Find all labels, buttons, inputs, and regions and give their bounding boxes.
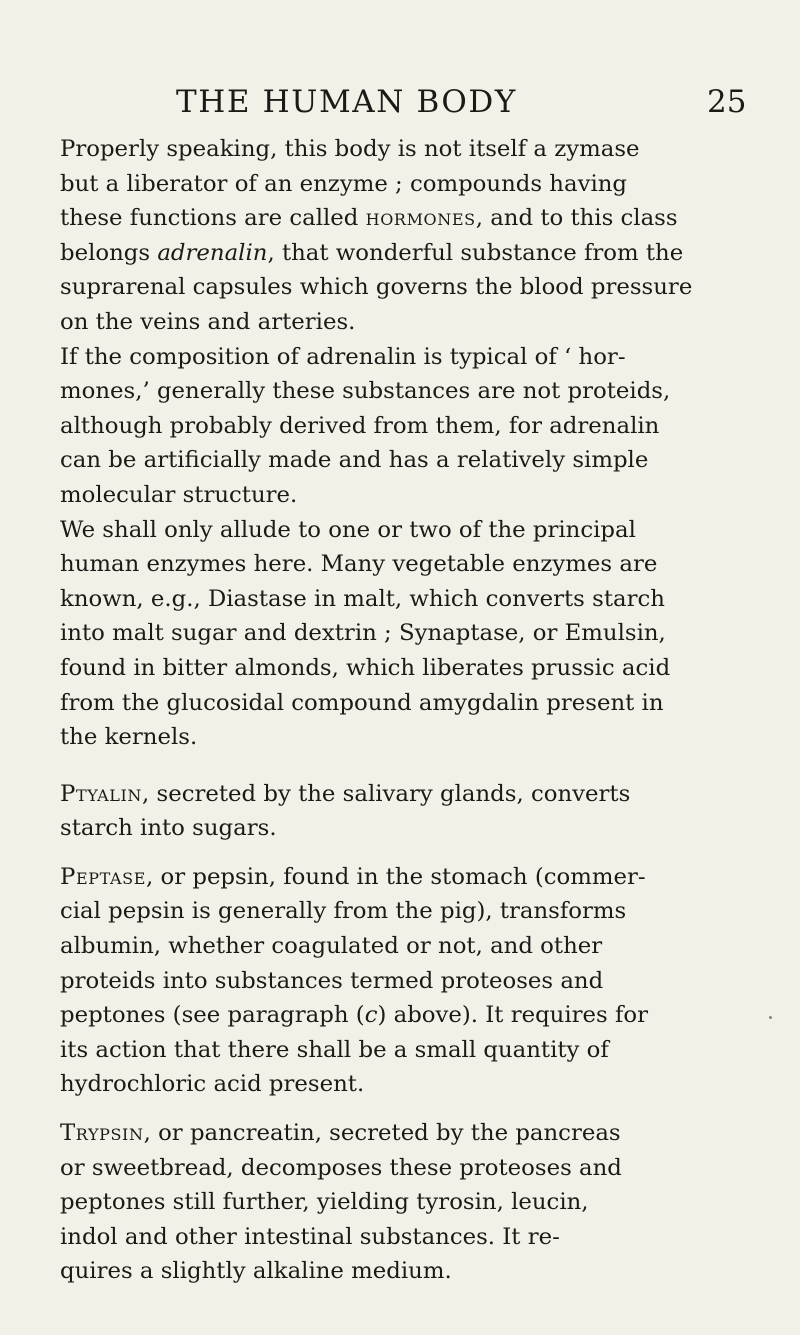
text-line: quires a slightly alkaline medium. bbox=[60, 1258, 452, 1285]
term-adrenalin: adrenalin bbox=[157, 239, 268, 266]
text-line: molecular structure. bbox=[60, 481, 298, 508]
text-line: Trypsin, or pancreatin, secreted by the pancreas bbox=[60, 1120, 621, 1147]
running-title: THE HUMAN BODY bbox=[176, 84, 517, 120]
text-line: belongs adrenalin, that wonderful substance from the bbox=[60, 239, 684, 266]
entry-gap bbox=[60, 846, 720, 860]
text-line: Peptase, or pepsin, found in the stomach (commer- bbox=[60, 863, 646, 890]
text-line: can be artificially made and has a relatively simple bbox=[60, 447, 649, 474]
text-line: If the composition of adrenalin is typical of ‘ hor- bbox=[60, 343, 626, 370]
text-line: on the veins and arteries. bbox=[60, 308, 356, 335]
term-hormones: hormones bbox=[365, 205, 476, 232]
entry-term: Trypsin bbox=[60, 1120, 144, 1147]
text-line: cial pepsin is generally from the pig), transforms bbox=[60, 898, 627, 925]
entry-trypsin bbox=[60, 1116, 720, 1289]
entry-peptase bbox=[60, 860, 720, 1102]
text-line: although probably derived from them, for adrenalin bbox=[60, 412, 660, 439]
text-line: proteids into substances termed proteoses and bbox=[60, 967, 604, 994]
text-line: known, e.g., Diastase in malt, which converts starch bbox=[60, 585, 665, 612]
text-line: starch into sugars. bbox=[60, 815, 277, 842]
section-gap bbox=[60, 755, 720, 777]
text-line: hydrochloric acid present. bbox=[60, 1071, 365, 1098]
paragraph-adrenalin bbox=[60, 340, 720, 513]
text-line: Properly speaking, this body is not itself a zymase bbox=[60, 136, 640, 162]
entry-gap bbox=[60, 1102, 720, 1116]
text-line: suprarenal capsules which governs the blood pressure bbox=[60, 274, 693, 301]
text-line: peptones still further, yielding tyrosin, leucin, bbox=[60, 1189, 589, 1216]
running-head bbox=[0, 82, 800, 122]
paragraph-hormones bbox=[60, 132, 720, 340]
text-line: the kernels. bbox=[60, 724, 198, 751]
text-line: human enzymes here. Many vegetable enzymes are bbox=[60, 551, 658, 578]
text-line: found in bitter almonds, which liberates prussic acid bbox=[60, 654, 671, 681]
entry-term: Peptase bbox=[60, 863, 146, 890]
text-line: mones,’ generally these substances are not proteids, bbox=[60, 378, 671, 405]
text-line: from the glucosidal compound amygdalin present in bbox=[60, 689, 664, 716]
text-line: peptones (see paragraph (c) above). It requires for bbox=[60, 1002, 649, 1029]
text-line: its action that there shall be a small quantity of bbox=[60, 1036, 609, 1063]
paragraph-enzymes bbox=[60, 513, 720, 755]
text-line: indol and other intestinal substances. It re- bbox=[60, 1223, 560, 1250]
text-line: Ptyalin, secreted by the salivary glands, converts bbox=[60, 780, 631, 807]
text-line: these functions are called hormones, and to this class bbox=[60, 205, 678, 232]
text-line: into malt sugar and dextrin ; Synaptase, or Emulsin, bbox=[60, 620, 666, 647]
text-line: albumin, whether coagulated or not, and other bbox=[60, 933, 603, 960]
text-line: but a liberator of an enzyme ; compounds having bbox=[60, 170, 628, 197]
text-line: or sweetbread, decomposes these proteoses and bbox=[60, 1154, 622, 1181]
text-line: We shall only allude to one or two of the principal bbox=[60, 516, 636, 543]
entry-ptyalin bbox=[60, 777, 720, 846]
page-number: 25 bbox=[707, 84, 747, 120]
body-text bbox=[60, 132, 720, 1289]
entry-term: Ptyalin bbox=[60, 780, 143, 807]
paper-speck bbox=[769, 1016, 772, 1019]
